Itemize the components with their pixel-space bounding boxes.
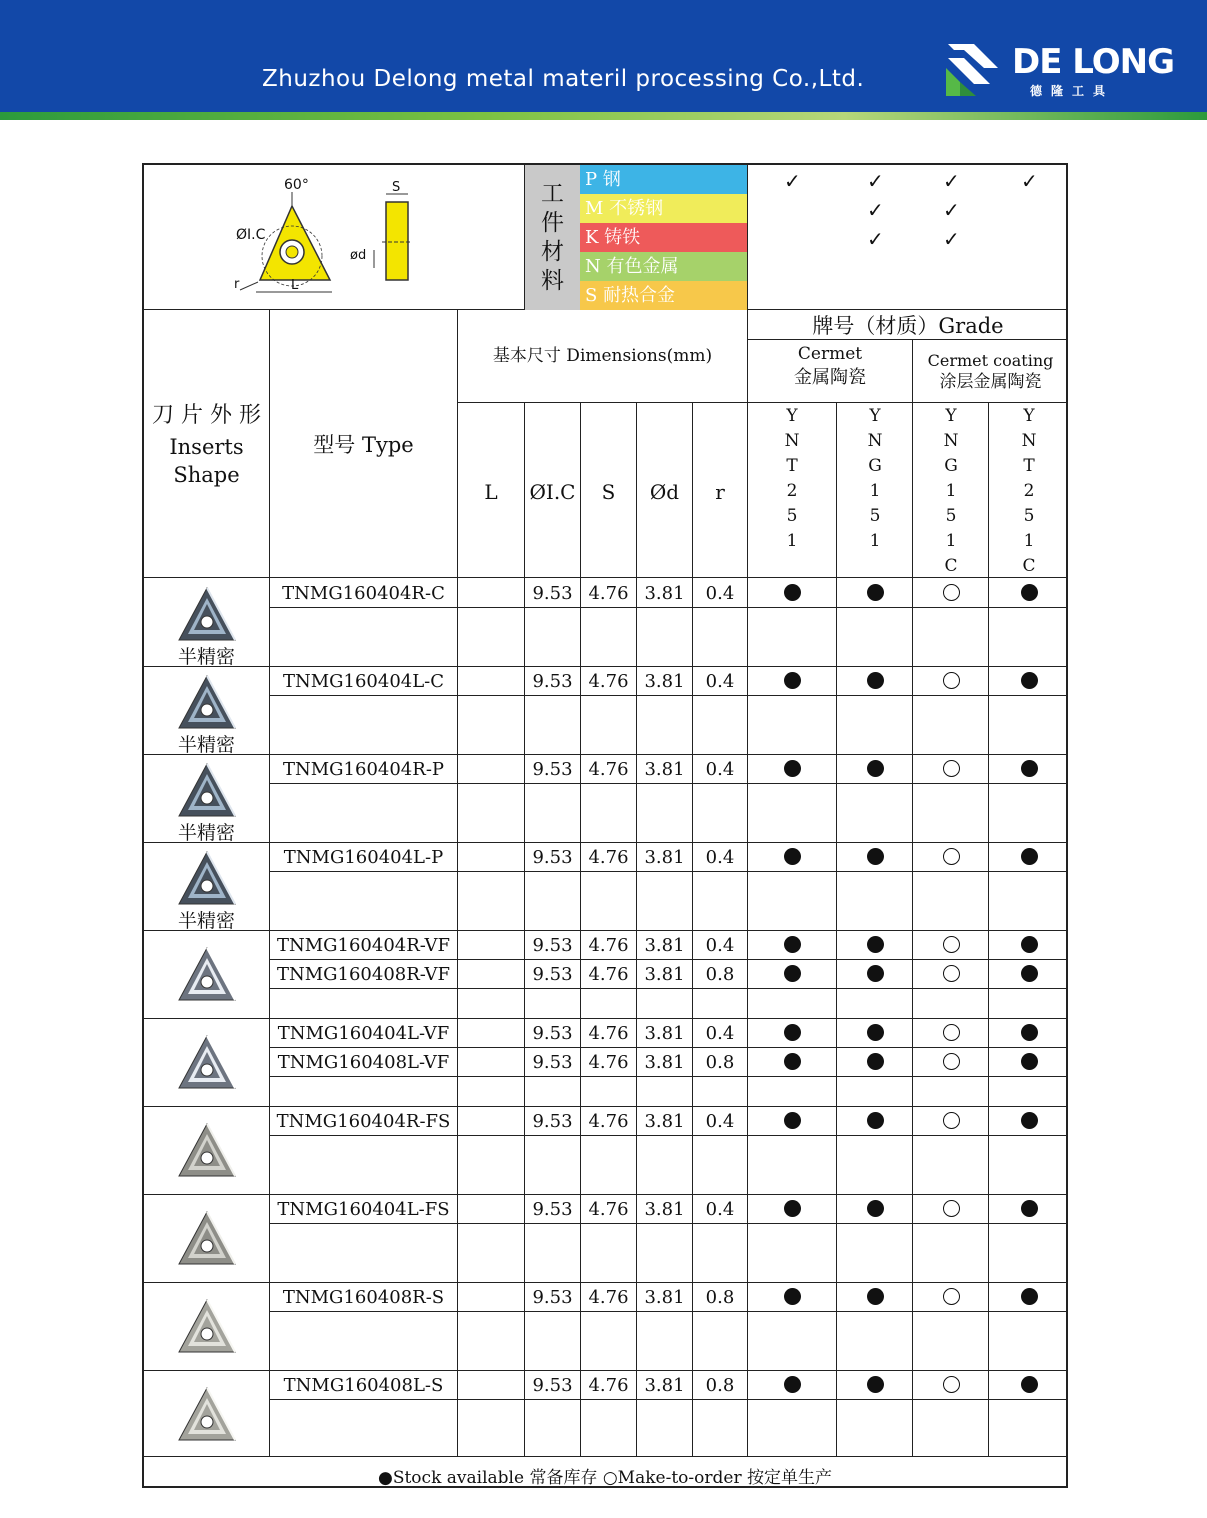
grade-letter: 1 — [869, 531, 881, 551]
s-cell: 4.76 — [588, 583, 629, 604]
ic-cell: 9.53 — [532, 1111, 573, 1132]
ic-cell: 9.53 — [532, 964, 573, 985]
stock-dot — [1021, 848, 1038, 865]
d-cell: 3.81 — [644, 1023, 685, 1044]
d-cell: 3.81 — [644, 1287, 685, 1308]
type-cell: TNMG160404R-VF — [276, 935, 451, 956]
dim-col-header: Ød — [649, 480, 680, 504]
r-cell: 0.8 — [705, 1375, 735, 1396]
d-cell: 3.81 — [644, 935, 685, 956]
stock-dot — [867, 672, 884, 689]
order-dot — [943, 1376, 960, 1393]
stock-dot — [784, 1376, 801, 1393]
dim-col-header: L — [484, 480, 498, 504]
ic-cell: 9.53 — [532, 583, 573, 604]
dim-col-header: r — [715, 480, 725, 504]
grade-letter: Y — [945, 406, 957, 426]
rule — [142, 1456, 1068, 1457]
grade-letter: 1 — [945, 481, 957, 501]
stock-dot — [784, 1288, 801, 1305]
diagram-ic-label: ØI.C — [236, 227, 266, 243]
grade-letter: C — [1022, 556, 1036, 576]
stock-dot — [784, 848, 801, 865]
check-mark: ✓ — [943, 169, 960, 193]
stock-dot — [867, 965, 884, 982]
row-rule — [269, 1399, 1068, 1400]
stock-dot — [1021, 760, 1038, 777]
type-header: 型号 Type — [313, 433, 414, 457]
order-dot — [943, 965, 960, 982]
grade-letter: 1 — [869, 481, 881, 501]
stock-dot — [1021, 584, 1038, 601]
stock-dot — [784, 584, 801, 601]
grade-letter: 5 — [869, 506, 881, 526]
ic-cell: 9.53 — [532, 935, 573, 956]
s-cell: 4.76 — [588, 964, 629, 985]
grade-letter: N — [867, 431, 883, 451]
material-code: M — [585, 198, 610, 219]
d-cell: 3.81 — [644, 1199, 685, 1220]
grade-letter: N — [943, 431, 959, 451]
insert-image-icon — [175, 760, 239, 822]
cermet-header-en: Cermet — [797, 344, 863, 364]
row-rule — [269, 607, 1068, 608]
stock-dot — [1021, 1376, 1038, 1393]
type-cell: TNMG160404R-P — [282, 759, 445, 780]
stock-dot — [1021, 1024, 1038, 1041]
stock-dot — [784, 965, 801, 982]
type-cell: TNMG160404R-C — [282, 583, 445, 604]
material-row-s — [580, 281, 747, 310]
diagram-s-label: S — [392, 180, 401, 195]
grade-letter: 1 — [786, 531, 798, 551]
r-cell: 0.4 — [705, 847, 735, 868]
grade-letter: 5 — [945, 506, 957, 526]
insert-image-icon — [175, 672, 239, 734]
d-cell: 3.81 — [644, 583, 685, 604]
shape-header-cn: 刀 片 外 形 — [152, 403, 261, 428]
diagram-r-label: r — [234, 277, 240, 292]
group-divider — [142, 1282, 1068, 1283]
order-dot — [943, 760, 960, 777]
order-dot — [943, 1024, 960, 1041]
rule — [269, 309, 270, 1456]
material-code: S — [585, 285, 604, 306]
order-dot — [943, 1053, 960, 1070]
rule — [457, 402, 1068, 403]
grade-header: 牌号（材质）Grade — [812, 314, 1004, 338]
group-divider — [142, 1018, 1068, 1019]
material-row-k — [580, 223, 747, 252]
insert-image-icon — [175, 848, 239, 910]
cermet-header-cn: 金属陶瓷 — [794, 367, 866, 388]
rule — [142, 577, 1068, 578]
d-cell: 3.81 — [644, 1111, 685, 1132]
stock-dot — [867, 1376, 884, 1393]
stock-dot — [867, 1053, 884, 1070]
order-dot — [943, 1112, 960, 1129]
group-divider — [142, 1370, 1068, 1371]
s-cell: 4.76 — [588, 1023, 629, 1044]
s-cell: 4.76 — [588, 935, 629, 956]
company-name: Zhuzhou Delong metal materil processing Co.,Ltd. — [262, 66, 865, 92]
stock-dot — [1021, 1288, 1038, 1305]
rule — [747, 163, 748, 309]
group-divider — [142, 666, 1068, 667]
grade-letter: Y — [786, 406, 798, 426]
order-dot — [943, 936, 960, 953]
order-dot — [943, 1288, 960, 1305]
grade-letter: 1 — [945, 531, 957, 551]
check-mark: ✓ — [867, 227, 884, 251]
stock-dot — [867, 760, 884, 777]
type-cell: TNMG160404L-VF — [277, 1023, 450, 1044]
row-rule — [269, 1047, 1068, 1048]
check-mark: ✓ — [943, 198, 960, 222]
diagram-angle-label: 60° — [284, 177, 309, 193]
row-rule — [269, 1076, 1068, 1077]
stock-dot — [1021, 1112, 1038, 1129]
stock-dot — [784, 1112, 801, 1129]
r-cell: 0.8 — [705, 1052, 735, 1073]
s-cell: 4.76 — [588, 847, 629, 868]
stock-dot — [784, 672, 801, 689]
check-mark: ✓ — [867, 198, 884, 222]
check-mark: ✓ — [943, 227, 960, 251]
type-cell: TNMG160408L-VF — [277, 1052, 450, 1073]
material-code: P — [585, 169, 603, 190]
r-cell: 0.4 — [705, 583, 735, 604]
row-rule — [269, 988, 1068, 989]
insert-image-icon — [175, 944, 239, 1006]
type-cell: TNMG160408R-S — [282, 1287, 445, 1308]
rule — [747, 339, 1068, 340]
stock-dot — [867, 1200, 884, 1217]
insert-label: 半精密 — [177, 910, 235, 932]
dimensions-header: 基本尺寸 Dimensions(mm) — [492, 346, 713, 366]
type-cell: TNMG160408L-S — [283, 1375, 444, 1396]
row-rule — [269, 783, 1068, 784]
group-divider — [142, 842, 1068, 843]
ic-cell: 9.53 — [532, 847, 573, 868]
grade-letter: 1 — [1023, 531, 1035, 551]
stock-dot — [784, 760, 801, 777]
group-divider — [142, 930, 1068, 931]
grade-letter: N — [1021, 431, 1037, 451]
insert-image-icon — [175, 1296, 239, 1358]
stock-dot — [1021, 1053, 1038, 1070]
grade-letter: 2 — [1023, 481, 1035, 501]
stock-dot — [867, 1024, 884, 1041]
stock-dot — [1021, 965, 1038, 982]
stock-dot — [867, 848, 884, 865]
stock-dot — [784, 1053, 801, 1070]
r-cell: 0.8 — [705, 964, 735, 985]
grade-letter: T — [1023, 456, 1035, 476]
s-cell: 4.76 — [588, 1199, 629, 1220]
grade-letter: G — [868, 456, 882, 476]
type-cell: TNMG160404R-FS — [276, 1111, 451, 1132]
s-cell: 4.76 — [588, 1052, 629, 1073]
type-cell: TNMG160404L-P — [283, 847, 444, 868]
check-mark: ✓ — [867, 169, 884, 193]
grade-letter: Y — [869, 406, 881, 426]
s-cell: 4.76 — [588, 1287, 629, 1308]
s-cell: 4.76 — [588, 671, 629, 692]
diagram-l-label: L — [291, 278, 299, 293]
grade-letter: 5 — [786, 506, 798, 526]
insert-image-icon — [175, 1208, 239, 1270]
ic-cell: 9.53 — [532, 1052, 573, 1073]
row-rule — [269, 1311, 1068, 1312]
ic-cell: 9.53 — [532, 671, 573, 692]
group-divider — [142, 1194, 1068, 1195]
d-cell: 3.81 — [644, 847, 685, 868]
order-dot — [943, 848, 960, 865]
insert-image-icon — [175, 1384, 239, 1446]
material-row-n — [580, 252, 747, 281]
order-dot — [943, 584, 960, 601]
d-cell: 3.81 — [644, 759, 685, 780]
order-dot — [943, 1200, 960, 1217]
s-cell: 4.76 — [588, 759, 629, 780]
r-cell: 0.8 — [705, 1287, 735, 1308]
stock-dot — [1021, 672, 1038, 689]
coating-header-cn: 涂层金属陶瓷 — [939, 372, 1042, 392]
row-rule — [269, 871, 1068, 872]
dim-col-header: ØI.C — [529, 480, 576, 504]
stock-dot — [867, 1288, 884, 1305]
group-divider — [142, 754, 1068, 755]
stock-dot — [784, 936, 801, 953]
ic-cell: 9.53 — [532, 1023, 573, 1044]
insert-label: 半精密 — [177, 646, 235, 668]
dim-col-header: S — [601, 480, 616, 504]
header-accent-stripe — [0, 112, 1207, 120]
logo-subtitle: 德隆工具 — [1030, 84, 1115, 98]
material-code: K — [585, 227, 605, 248]
r-cell: 0.4 — [705, 935, 735, 956]
insert-label: 半精密 — [177, 734, 235, 756]
logo-wordmark: DE LONG — [1012, 42, 1175, 82]
insert-image-icon — [175, 584, 239, 646]
rule — [747, 309, 748, 1456]
ic-cell: 9.53 — [532, 1287, 573, 1308]
shape-header-en1: Inserts — [169, 435, 244, 459]
grade-letter: 5 — [1023, 506, 1035, 526]
r-cell: 0.4 — [705, 1111, 735, 1132]
rule — [988, 402, 989, 1456]
stock-dot — [784, 1200, 801, 1217]
coating-header-en: Cermet coating — [927, 351, 1054, 370]
d-cell: 3.81 — [644, 671, 685, 692]
stock-dot — [867, 936, 884, 953]
insert-image-icon — [175, 1032, 239, 1094]
material-label: 工件材料 — [541, 181, 564, 294]
type-cell: TNMG160404L-C — [282, 671, 445, 692]
row-rule — [269, 959, 1068, 960]
group-divider — [142, 1106, 1068, 1107]
order-dot — [943, 672, 960, 689]
s-cell: 4.76 — [588, 1111, 629, 1132]
grade-letter: 2 — [786, 481, 798, 501]
insert-image-icon — [175, 1120, 239, 1182]
check-mark: ✓ — [1021, 169, 1038, 193]
insert-label: 半精密 — [177, 822, 235, 844]
row-rule — [269, 1135, 1068, 1136]
r-cell: 0.4 — [705, 759, 735, 780]
legend-footer: ●Stock available 常备库存 ○Make-to-order 按定单生产 — [378, 1468, 832, 1488]
stock-dot — [867, 1112, 884, 1129]
material-name: 耐热合金 — [603, 285, 676, 306]
grade-letter: Y — [1023, 406, 1035, 426]
rule — [912, 339, 913, 1456]
material-name: 有色金属 — [606, 256, 679, 277]
material-code: N — [585, 256, 607, 277]
diagram-d-label: ød — [350, 248, 367, 263]
grade-letter: G — [944, 456, 958, 476]
material-row-p — [580, 165, 747, 194]
stock-dot — [867, 584, 884, 601]
material-row-m — [580, 194, 747, 223]
d-cell: 3.81 — [644, 1375, 685, 1396]
r-cell: 0.4 — [705, 1199, 735, 1220]
stock-dot — [784, 1024, 801, 1041]
type-cell: TNMG160404L-FS — [277, 1199, 450, 1220]
row-rule — [269, 1223, 1068, 1224]
ic-cell: 9.53 — [532, 759, 573, 780]
r-cell: 0.4 — [705, 1023, 735, 1044]
d-cell: 3.81 — [644, 1052, 685, 1073]
material-name: 铸铁 — [604, 227, 641, 248]
grade-letter: N — [784, 431, 800, 451]
type-cell: TNMG160408R-VF — [276, 964, 451, 985]
grade-letter: C — [944, 556, 958, 576]
material-name: 不锈钢 — [609, 198, 664, 219]
r-cell: 0.4 — [705, 671, 735, 692]
s-cell: 4.76 — [588, 1375, 629, 1396]
ic-cell: 9.53 — [532, 1375, 573, 1396]
d-cell: 3.81 — [644, 964, 685, 985]
stock-dot — [1021, 1200, 1038, 1217]
rule — [836, 402, 837, 1456]
stock-dot — [1021, 936, 1038, 953]
check-mark: ✓ — [784, 169, 801, 193]
shape-header-en2: Shape — [173, 463, 240, 487]
row-rule — [269, 695, 1068, 696]
ic-cell: 9.53 — [532, 1199, 573, 1220]
material-name: 钢 — [602, 169, 621, 190]
delong-logo-icon — [940, 38, 1002, 100]
grade-letter: T — [786, 456, 798, 476]
